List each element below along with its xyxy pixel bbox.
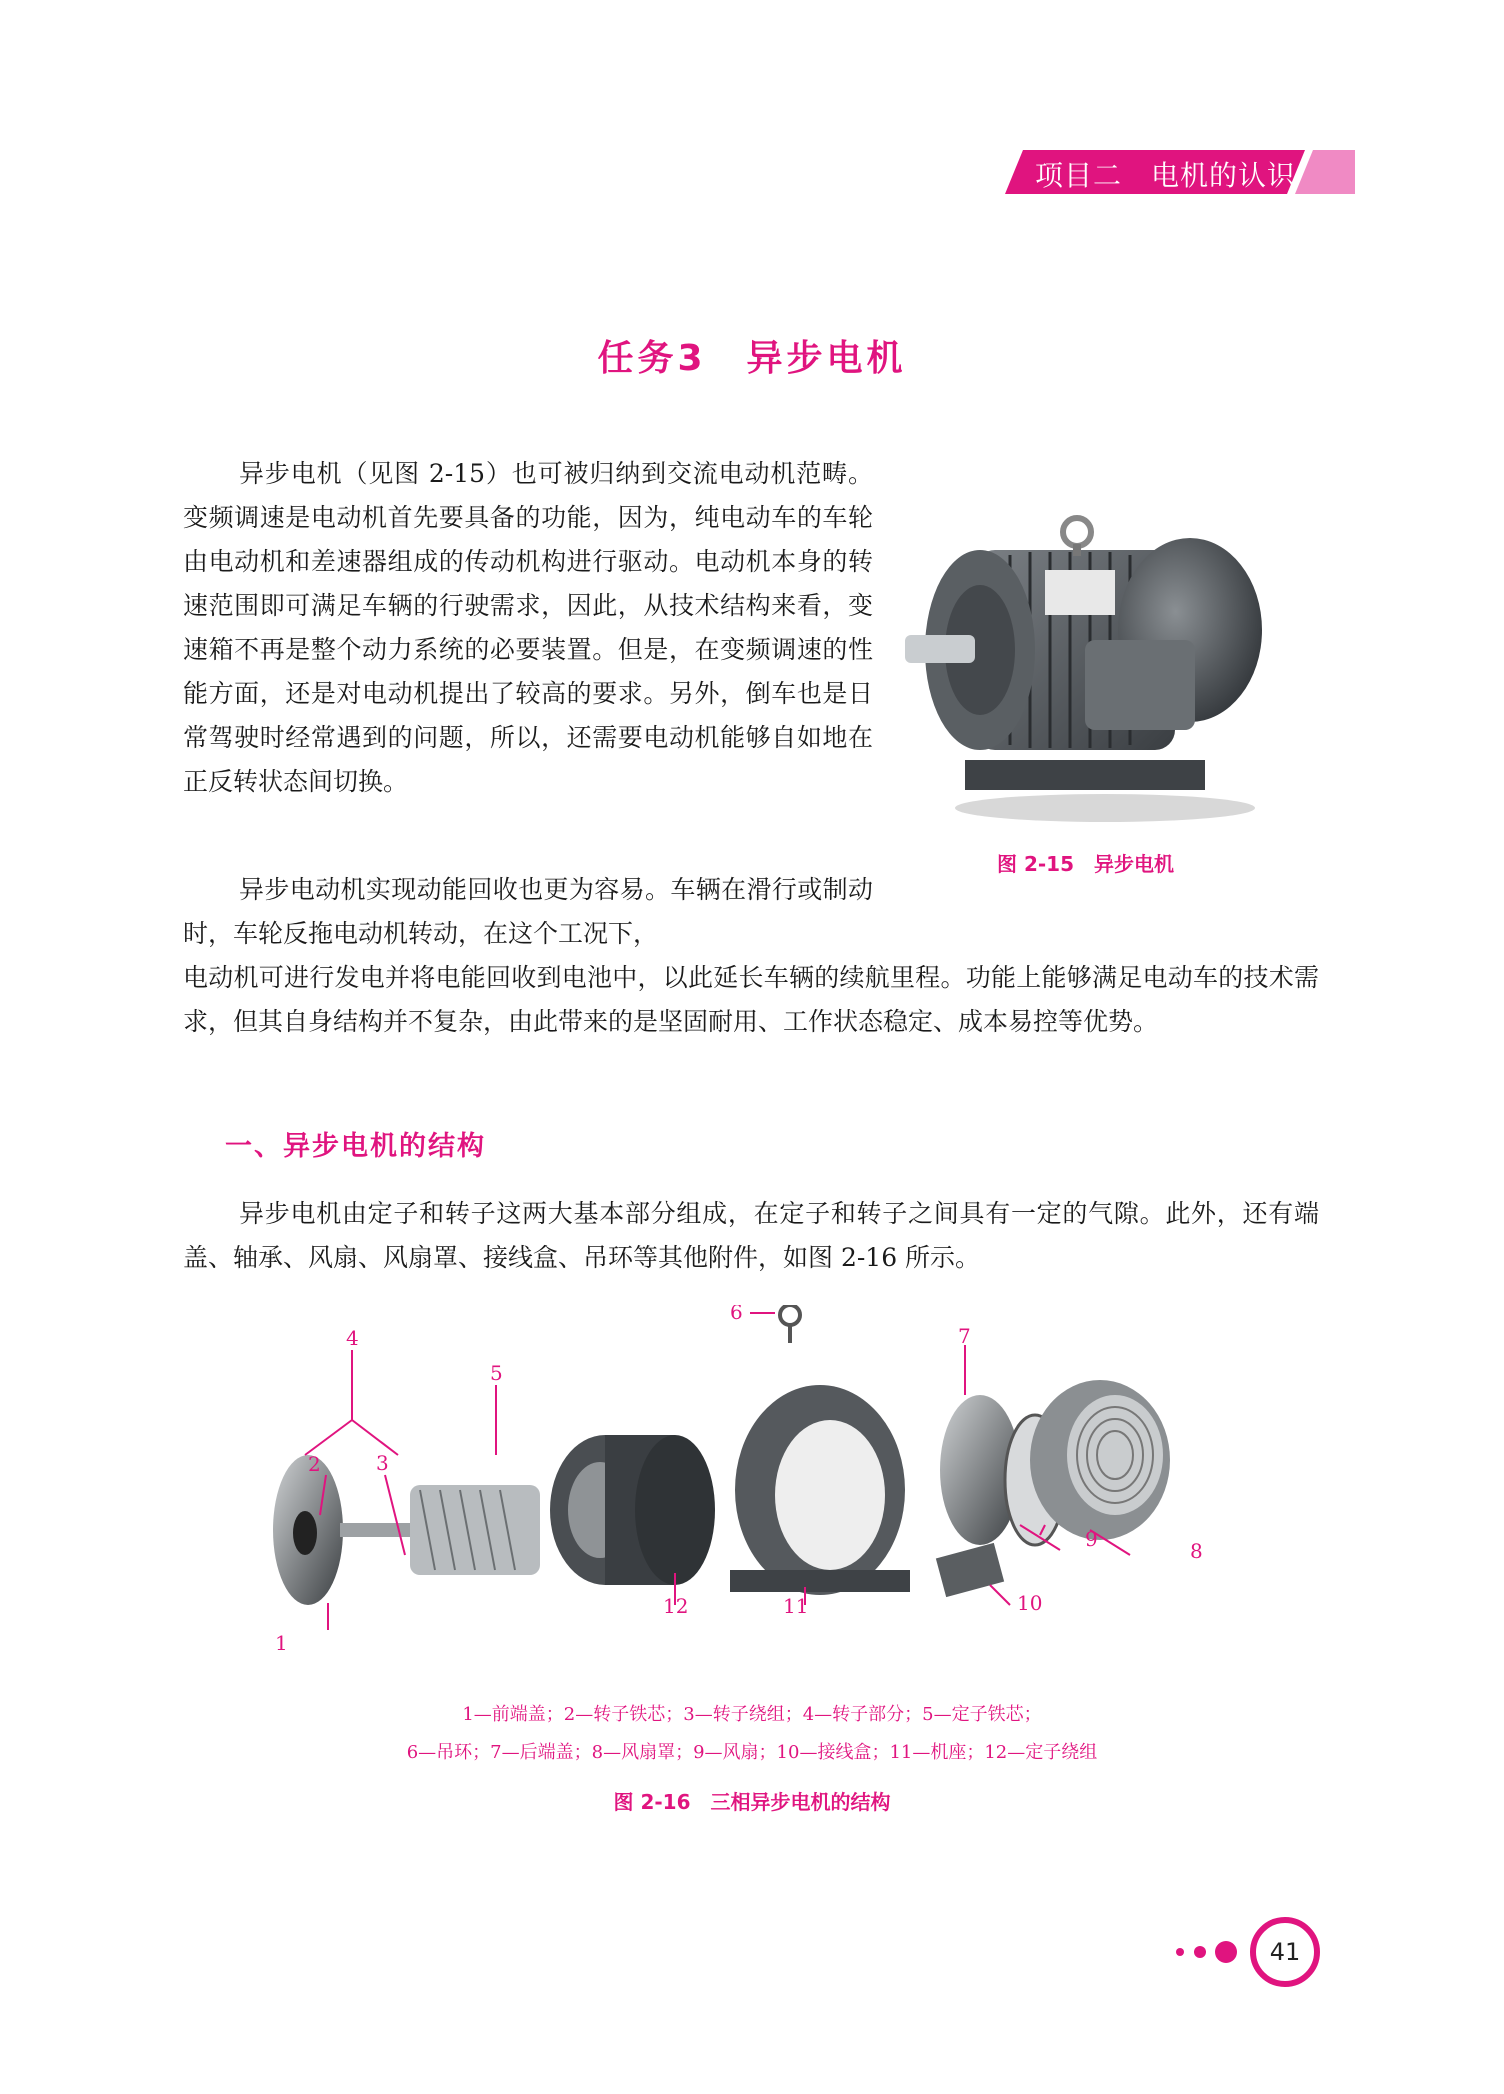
rotor-part [340, 1485, 540, 1575]
stator-core-part [550, 1435, 715, 1585]
paragraph-energy-recovery-cont: 电动机可进行发电并将电能回收到电池中，以此延长车辆的续航里程。功能上能够满足电动车的技术需求，但其自身结构并不复杂，由此带来的是坚固耐用、工作状态稳定、成本易控等优势。 [183, 963, 1319, 1036]
figure-2-16-legend-line1: 1—前端盖；2—转子铁芯；3—转子绕组；4—转子部分；5—定子铁芯； [462, 1704, 1042, 1725]
figure-2-16-caption: 图 2-16 三相异步电机的结构 [613, 1790, 891, 1814]
page-number: 41 [1269, 1938, 1301, 1966]
fan-cover-part [1030, 1380, 1170, 1540]
label-12: 12 [663, 1594, 689, 1618]
label-6: 6 [730, 1305, 743, 1324]
label-9: 9 [1085, 1527, 1098, 1551]
section-heading: 一、异步电机的结构 [225, 1131, 486, 1162]
motor-frame-part [730, 1385, 910, 1595]
label-2: 2 [308, 1452, 321, 1476]
chapter-header-band [1005, 150, 1355, 194]
label-4: 4 [346, 1326, 359, 1350]
lifting-ring-part [780, 1305, 800, 1325]
task-title: 任务3 异步电机 [597, 338, 907, 379]
async-motor-photo [905, 490, 1285, 830]
label-7: 7 [958, 1324, 971, 1348]
exploded-motor-diagram [260, 1305, 1220, 1685]
label-8: 8 [1190, 1539, 1203, 1563]
label-11: 11 [783, 1594, 809, 1618]
label-3: 3 [376, 1451, 389, 1475]
label-10: 10 [1017, 1591, 1043, 1615]
figure-2-15-caption: 图 2-15 异步电机 [997, 852, 1175, 876]
figure-2-16-legend-line2: 6—吊环；7—后端盖；8—风扇罩；9—风扇；10—接线盒；11—机座；12—定子绕组 [406, 1742, 1098, 1763]
front-end-cover-part [273, 1455, 343, 1605]
paragraph-intro: 异步电机（见图 2-15）也可被归纳到交流电动机范畴。变频调速是电动机首先要具备的功能，因为，纯电动车的车轮由电动机和差速器组成的传动机构进行驱动。电动机本身的转速范围即可满足车辆的行驶需求，因此，从技术结构来看，变速箱不再是整个动力系统的必要装置。但是，在变频调速的性能方面，还是对电动机提出了较高的要求。另外，倒车也是日常驾驶时经常遇到的问题，所以，还需要电动机能够自如地在正反转状态间切换。 [183, 459, 873, 796]
paragraph-energy-recovery: 异步电动机实现动能回收也更为容易。车辆在滑行或制动时，车轮反拖电动机转动，在这个工况下， [183, 875, 873, 948]
chapter-header-label: 项目二 电机的认识 [1035, 159, 1297, 192]
label-1: 1 [275, 1631, 288, 1655]
paragraph-structure: 异步电机由定子和转子这两大基本部分组成，在定子和转子之间具有一定的气隙。此外，还有端盖、轴承、风扇、风扇罩、接线盒、吊环等其他附件，如图 2-16 所示。 [183, 1199, 1319, 1272]
label-5: 5 [490, 1361, 503, 1385]
